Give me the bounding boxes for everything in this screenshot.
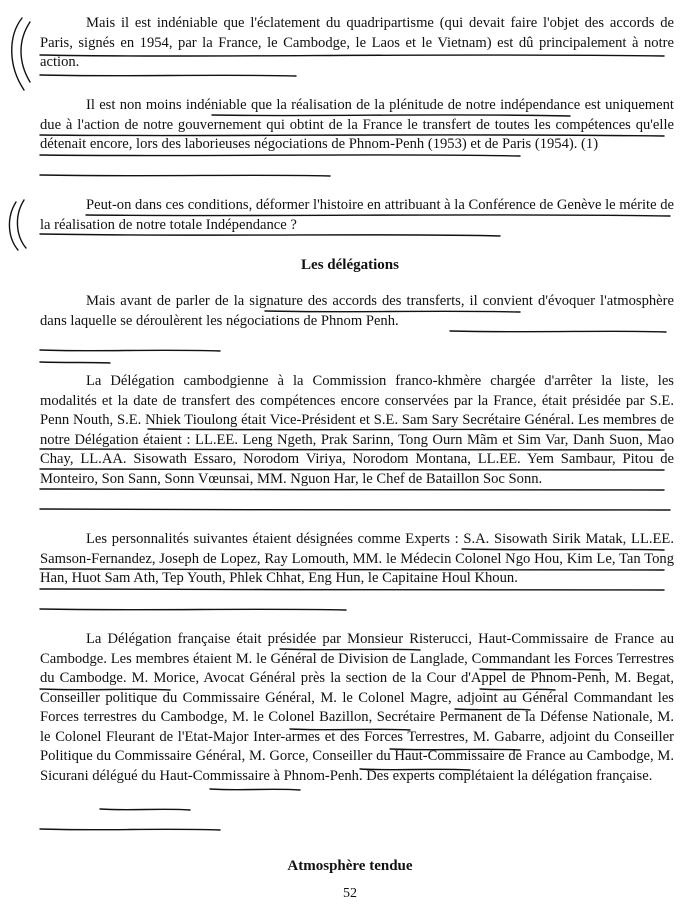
paragraph-text: Mais avant de parler de la signature des accords des transferts, il convient d'évoquer l'atmosphère dans laquelle se déroulèrent les négociations de Phnom Penh. [40, 293, 674, 329]
underline-mark [40, 362, 110, 363]
underline-mark [450, 331, 666, 332]
page-number: 52 [343, 886, 357, 901]
paragraph-text: La Délégation cambodgienne à la Commission franco-khmère chargée d'arrêter la liste, les modalités et la date de transfert des compétences encore conservées par la France, était présidée par S.E. Penn Nouth, S.E. Nhiek Tioulong était Vice-Président et S.E. Sam Sary Secrétaire Général. Les membres de notre Délégation étaient : LL.EE. Leng Ngeth, Prak Sarinn, Tong Ourn Mãm et Sim Var, Danh Suon, Mao Chay, LL.AA. Sisowath Essaro, Norodom Viriya, Norodom Montana, LL.EE. Yem Sambaur, Pitou de Monteiro, Son Sann, Sonn Vœunsai, MM. Nguon Har, le Chef de Bataillon Soc Sonn. [40, 373, 674, 487]
underline-mark [40, 175, 330, 176]
heading-delegations: Les délégations [301, 257, 399, 273]
paragraph-geneve [40, 196, 674, 235]
paragraph-delegation-francaise [40, 630, 674, 786]
underline-mark [40, 75, 296, 76]
underline-mark [40, 609, 346, 610]
paragraph-quadripartisme [40, 14, 674, 73]
heading-atmosphere-tendue: Atmosphère tendue [287, 858, 413, 874]
paragraph-text: Il est non moins indéniable que la réalisation de la plénitude de notre indépendance est uniquement due à l'action de notre gouvernement qui obtint de la France le transfert de toutes les compétences qu'elle détenait encore, lors des laborieuses négociations de Phnom-Penh (1953) et de Paris (1954). (1) [40, 97, 674, 152]
underline-mark [40, 155, 520, 156]
paragraph-text: Peut-on dans ces conditions, déformer l'histoire en attribuant à la Conférence de Genève le mérite de la réalisation de notre totale Indépendance ? [40, 197, 674, 233]
margin-bracket-mark [17, 200, 26, 248]
underline-mark [100, 809, 190, 810]
underline-mark [210, 789, 300, 790]
underline-mark [40, 829, 220, 830]
paragraph-text: Mais il est indéniable que l'éclatement du quadripartisme (qui devait faire l'objet des accords de Paris, signés en 1954, par la France, le Cambodge, le Laos et le Vietnam) est dû principalement à notre action. [40, 15, 674, 70]
underline-mark [40, 489, 664, 490]
underline-mark [40, 509, 670, 510]
paragraph-text: Les personnalités suivantes étaient désignées comme Experts : S.A. Sisowath Sirik Matak, LL.EE. Samson-Fernandez, Joseph de Lopez, Ray Lomouth, MM. le Médecin Colonel Ngo Hou, Kim Le, Tan Tong Han, Huot Sam Ath, Tep Youth, Phlek Chhat, Eng Hun, le Capitaine Houl Khoun. [40, 531, 674, 586]
underline-mark [40, 350, 220, 351]
margin-bracket-mark [9, 202, 18, 250]
paragraph-delegation-cambodgienne [40, 372, 674, 489]
margin-bracket-mark [21, 22, 30, 82]
paragraph-experts [40, 530, 674, 589]
paragraph-signature [40, 292, 674, 331]
margin-bracket-mark [12, 18, 24, 90]
paragraph-text: La Délégation française était présidée par Monsieur Risterucci, Haut-Commissaire de France au Cambodge. Les membres étaient M. le Général de Division de Langlade, Commandant les Forces Terrestres du Cambodge. M. Morice, Avocat Général près la section de la Cour d'Appel de Phnom-Penh, M. Begat, Conseiller politique du Commissaire Général, M. le Colonel Magre, adjoint au Général Commandant les Forces terrestres du Cambodge, M. le Colonel Bazillon, Secrétaire Permanent de la Défense Nationale, M. le Colonel Fleurant de l'Etat-Major Inter-armes et des Forces Terrestres, M. Gabarre, adjoint du Conseiller Politique du Commissaire Général, M. Gorce, Conseiller du Haut-Commissaire de France au Cambodge, M. Sicurani délégué du Haut-Commissaire à Phnom-Penh. Des experts complétaient la délégation française. [40, 631, 674, 784]
paragraph-independance [40, 96, 674, 155]
underline-mark [40, 589, 664, 590]
